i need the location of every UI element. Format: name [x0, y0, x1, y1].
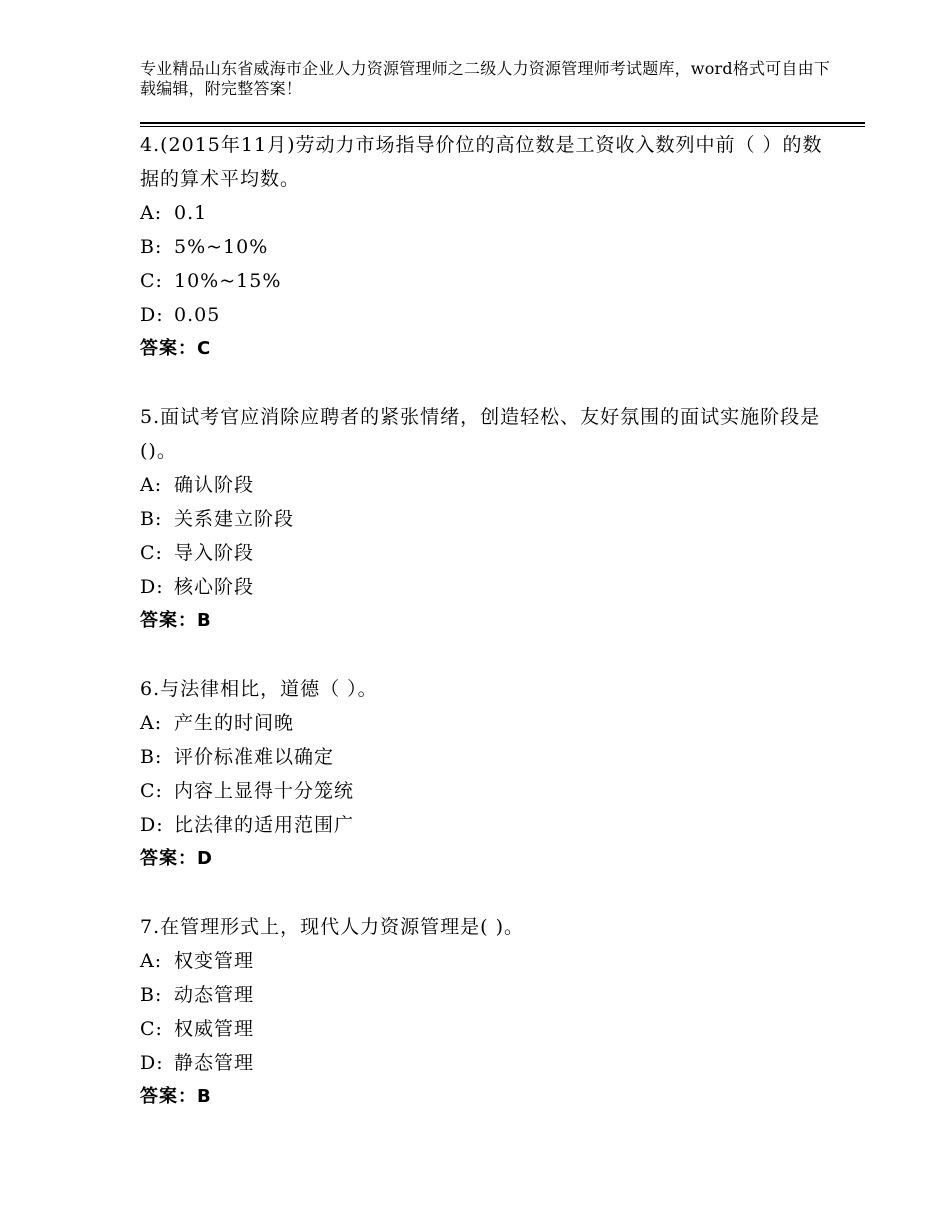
option-text: 0.1	[174, 202, 208, 224]
option-b	[140, 502, 830, 536]
option-label: B:	[140, 746, 163, 768]
option-d	[140, 298, 830, 332]
question-stem: 4.(2015年11月)劳动力市场指导价位的高位数是工资收入数列中前（ ）的数据的算术平均数。	[140, 134, 823, 190]
option-b	[140, 978, 830, 1012]
option-b	[140, 740, 830, 774]
option-text: 5%~10%	[174, 236, 269, 258]
option-text: 评价标准难以确定	[174, 746, 335, 768]
question-spacer	[140, 366, 830, 400]
question-6	[140, 672, 830, 876]
option-label: B:	[140, 984, 163, 1006]
option-c	[140, 536, 830, 570]
option-label: C:	[140, 270, 163, 292]
option-label: D:	[140, 1052, 164, 1074]
option-text: 产生的时间晚	[174, 712, 295, 734]
option-text: 关系建立阶段	[174, 508, 295, 530]
header-rule-thick	[140, 122, 865, 124]
option-text: 导入阶段	[174, 542, 255, 564]
question-5	[140, 400, 830, 638]
option-c	[140, 774, 830, 808]
question-7	[140, 910, 830, 1114]
option-text: 权威管理	[174, 1018, 255, 1040]
option-c	[140, 1012, 830, 1046]
option-text: 10%~15%	[174, 270, 282, 292]
header-rule-thin	[140, 126, 865, 127]
option-text: 静态管理	[174, 1052, 255, 1074]
option-text: 动态管理	[174, 984, 255, 1006]
option-label: D:	[140, 814, 164, 836]
option-label: C:	[140, 1018, 163, 1040]
question-4	[140, 128, 830, 366]
option-a	[140, 196, 830, 230]
option-d	[140, 1046, 830, 1080]
option-label: A:	[140, 712, 163, 734]
option-label: A:	[140, 474, 163, 496]
option-text: 内容上显得十分笼统	[174, 780, 355, 802]
option-text: 0.05	[174, 304, 221, 326]
question-stem: 6.与法律相比，道德（ ）。	[140, 678, 378, 700]
question-stem: 5.面试考官应消除应聘者的紧张情绪，创造轻松、友好氛围的面试实施阶段是()。	[140, 406, 821, 462]
answer-line: 答案：C	[140, 338, 212, 359]
option-text: 核心阶段	[174, 576, 255, 598]
option-label: D:	[140, 304, 164, 326]
option-a	[140, 944, 830, 978]
question-list	[140, 128, 830, 1114]
option-label: A:	[140, 202, 163, 224]
option-text: 权变管理	[174, 950, 255, 972]
answer-line: 答案：B	[140, 1086, 212, 1107]
option-b	[140, 230, 830, 264]
document-header: 专业精品山东省威海市企业人力资源管理师之二级人力资源管理师考试题库，word格式可自由下载编辑，附完整答案！	[140, 59, 831, 98]
option-label: D:	[140, 576, 164, 598]
option-label: C:	[140, 780, 163, 802]
option-label: C:	[140, 542, 163, 564]
option-text: 确认阶段	[174, 474, 255, 496]
question-stem: 7.在管理形式上，现代人力资源管理是( )。	[140, 916, 524, 938]
option-text: 比法律的适用范围广	[174, 814, 355, 836]
answer-line: 答案：D	[140, 848, 213, 869]
option-a	[140, 706, 830, 740]
question-spacer	[140, 638, 830, 672]
option-c	[140, 264, 830, 298]
question-spacer	[140, 876, 830, 910]
answer-line: 答案：B	[140, 610, 212, 631]
option-a	[140, 468, 830, 502]
option-d	[140, 570, 830, 604]
option-label: B:	[140, 236, 163, 258]
option-d	[140, 808, 830, 842]
option-label: A:	[140, 950, 163, 972]
option-label: B:	[140, 508, 163, 530]
